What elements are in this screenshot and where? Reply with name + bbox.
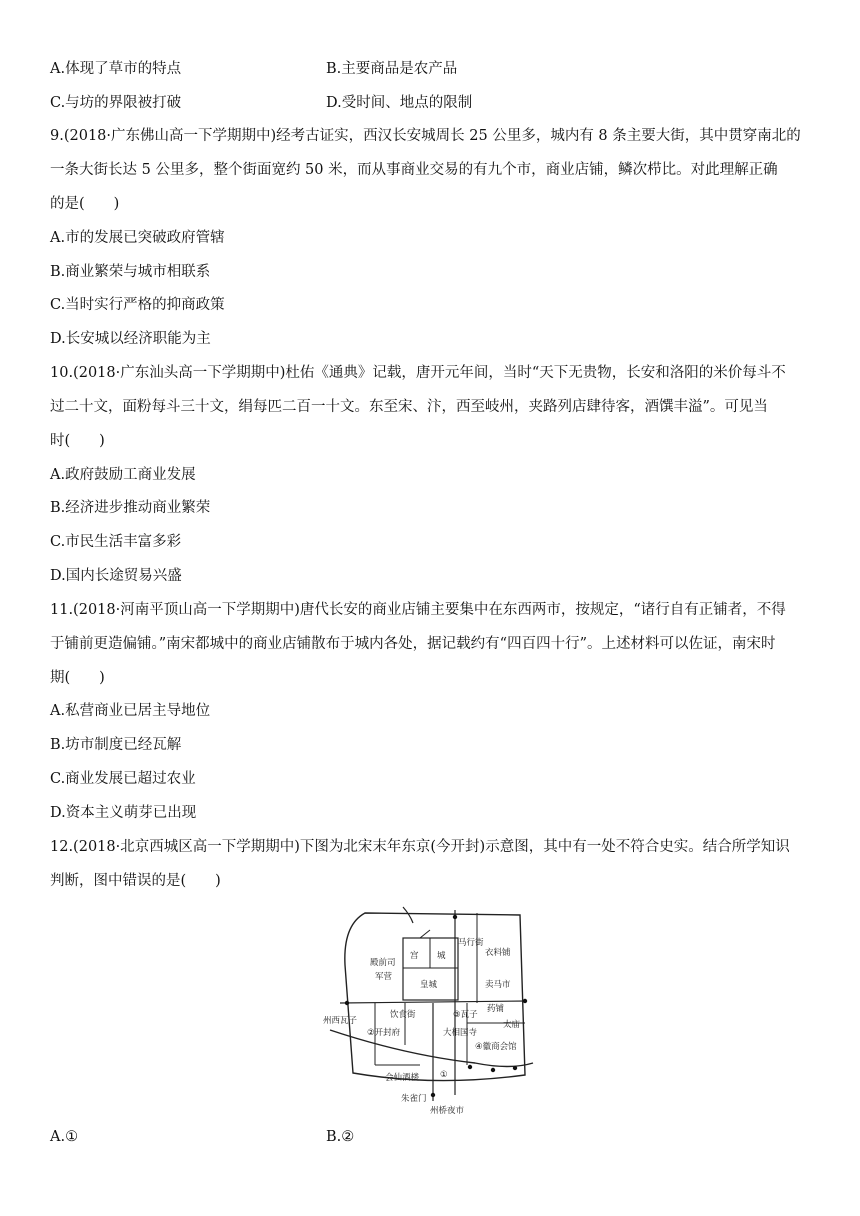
q11-option-d: D.资本主义萌芽已出现 [50,805,197,821]
q9-option-a: A.市的发展已突破政府管辖 [50,230,225,246]
q9-option-c: C.当时实行严格的抑商政策 [50,297,225,313]
map-label-huishang: ④徽商会馆 [475,1042,517,1052]
q8-option-d: D.受时间、地点的限制 [326,95,473,111]
q8-option-b: B.主要商品是农产品 [326,61,458,77]
map-label-mahang: 马行街 [458,938,484,948]
map-label-zhouqiao: 州桥夜市 [430,1106,465,1115]
map-label-huangcheng: 皇城 [420,980,438,990]
q10-option-a: A.政府鼓励工商业发展 [50,467,196,483]
q10-stem-line-1: 10.(2018·广东汕头高一下学期期中)杜佑《通典》记载，唐开元年间，当时“天下无贵物，长安和洛阳的米价每斗不 [50,365,786,381]
q12-option-a: A.① [50,1129,79,1145]
map-label-maima: 卖马市 [485,980,511,990]
q10-stem-line-2: 过二十文，面粉每斗三十文，绢每匹二百一十文。东至宋、汴，西至岐州，夹路列店肆待客，酒馔丰溢”。可见当 [50,399,768,415]
main-east-west-street [340,1001,527,1003]
q12-stem-line-1: 12.(2018·北京西城区高一下学期期中)下图为北宋末年东京(今开封)示意图，其中有一处不符合史实。结合所学知识 [50,839,790,855]
q9-stem-line-3: 的是( ) [50,196,120,212]
map-label-wazi3: ③瓦子 [453,1010,478,1020]
map-label-zhuque: 朱雀门 [401,1094,427,1104]
map-label-dianqian: 殿前司 [370,958,396,968]
q12-stem-line-2: 判断，图中错误的是( ) [50,873,221,889]
map-label-taimiao: 太庙 [503,1020,521,1030]
q10-option-b: B.经济进步推动商业繁荣 [50,500,211,516]
q11-stem-line-3: 期( ) [50,670,105,686]
map-label-daxiangguo: 大相国寺 [443,1028,478,1038]
q10-option-c: C.市民生活丰富多彩 [50,534,182,550]
q9-option-b: B.商业繁荣与城市相联系 [50,264,211,280]
map-label-gong: 宫 [410,951,419,961]
map-label-yinshi: 饮食街 [390,1010,416,1020]
map-label-cheng: 城 [437,951,446,961]
q11-option-b: B.坊市制度已经瓦解 [50,737,182,753]
q9-stem-line-2: 一条大街长达 5 公里多，整个街面宽约 50 米，而从事商业交易的有九个市，商业店铺，鳞次栉比。对此理解正确 [50,162,778,178]
q8-option-c: C.与坊的界限被打破 [50,95,182,111]
map-label-yaopu: 药铺 [487,1004,505,1014]
q12-option-b: B.② [326,1129,355,1145]
q9-option-d: D.长安城以经济职能为主 [50,331,211,347]
q11-option-a: A.私营商业已居主导地位 [50,703,211,719]
q11-stem-line-1: 11.(2018·河南平顶山高一下学期期中)唐代长安的商业店铺主要集中在东西两市，按规定，“诸行自有正铺者，不得 [50,602,786,618]
q9-stem-line-1: 9.(2018·广东佛山高一下学期期中)经考古证实，西汉长安城周长 25 公里多，城内有 8 条主要大街，其中贯穿南北的 [50,128,801,144]
map-label-huixian: 会仙酒楼 [385,1073,420,1083]
q10-option-d: D.国内长途贸易兴盛 [50,568,182,584]
q10-stem-line-3: 时( ) [50,433,105,449]
q11-option-c: C.商业发展已超过农业 [50,771,196,787]
kaifeng-map [315,905,545,1115]
map-label-one: ① [440,1070,448,1080]
map-label-junying: 军营 [375,972,393,982]
q11-stem-line-2: 于铺前更造偏铺。”南宋都城中的商业店铺散布于城内各处，据记载约有“四百四十行”。上述材料可以佐证，南宋时 [50,636,776,652]
map-label-kaifeng: ②开封府 [367,1028,401,1038]
map-label-zhouxi: 州西瓦子 [323,1016,358,1026]
map-label-yiwu: 衣料铺 [485,948,511,958]
q8-option-a: A.体现了草市的特点 [50,61,182,77]
